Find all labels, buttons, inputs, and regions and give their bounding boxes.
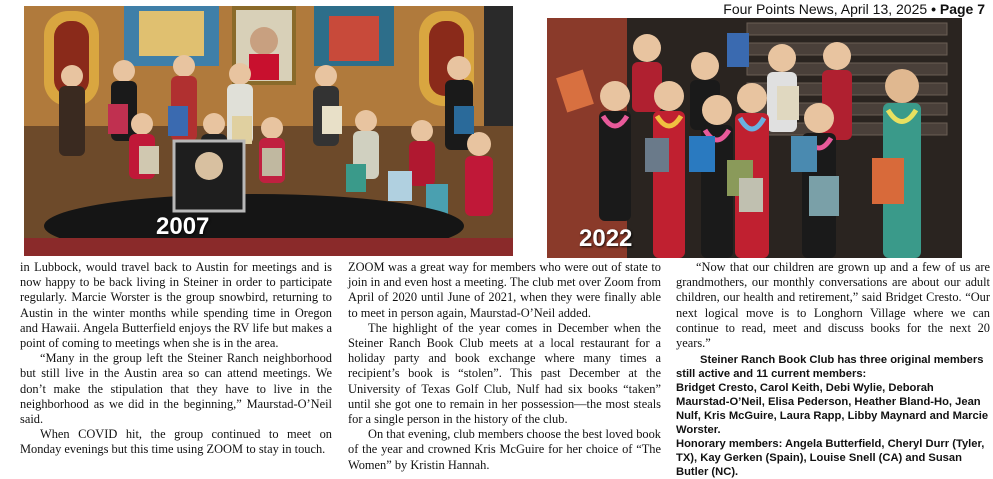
photo-2007 — [24, 6, 513, 256]
col2-paragraph-2: The highlight of the year comes in December when the Steiner Ranch Book Club meets at a local restaurant for a holiday party and book exchange where many times a recipient’s book is “stolen”. This past December at the University of Texas Golf Club, Nulf had six books “taken” until she got one to remain in her possession—the most steals for a single person in the history of the club. — [348, 320, 661, 427]
page-header — [723, 0, 985, 18]
col2-paragraph-3: On that evening, club members choose the best loved book of the year and crowned Kris McGuire for her choice of “The Women” by Kristin Hannah. — [348, 427, 661, 472]
member-list-heading: Steiner Ranch Book Club has three original members still active and 11 current members: — [676, 354, 984, 381]
col3-paragraph-1: “Now that our children are grown up and a few of us are grandmothers, our monthly conversations are about our adult children, our health and retirement,” said Bridget Cresto. “Our next logical move is to Longhorn Village where we can continue to read, meet and discuss books for the next 20 years.” — [676, 260, 990, 351]
publication-date: Four Points News, April 13, 2025 — [723, 1, 928, 17]
member-list-box — [676, 353, 990, 479]
col1-paragraph-2: “Many in the group left the Steiner Ranch neighborhood but still live in the Austin area so can attend meetings. We don’t make the stipulation that they have to live in the neighborhood as we did in the beginning,” Maurstad-O’Neil said. — [20, 351, 332, 427]
header-bullet: • — [931, 1, 936, 17]
photo-2007-illustration — [24, 6, 513, 256]
article-column-1 — [20, 260, 332, 458]
page-number: Page 7 — [939, 1, 985, 17]
member-list-names: Bridget Cresto, Carol Keith, Debi Wylie, Deborah Maurstad-O’Neil, Elisa Pederson, Heather Bland-Ho, Jean Nulf, Kris McGuire, Laura Rapp, Libby Maynard and Marcie Worster. — [676, 382, 989, 437]
article-column-3 — [676, 260, 990, 479]
photo-2022 — [547, 18, 962, 258]
article-column-2 — [348, 260, 661, 473]
col1-paragraph-1: in Lubbock, would travel back to Austin for meetings and is now happy to be back living in Steiner in order to participate regularly. Marcie Worster is the group snowbird, returning to Austin in the winter months while spending time in Oregon and Hawaii. Angela Butterfield enjoys the RV life but makes a point of coming to meetings when she is in the area. — [20, 260, 332, 351]
col1-paragraph-3: When COVID hit, the group continued to meet on Monday evenings but this time using ZOOM to stay in touch. — [20, 427, 332, 457]
photo-2022-illustration — [547, 18, 962, 258]
photo-2007-year-label: 2007 — [156, 213, 210, 240]
col2-paragraph-1: ZOOM was a great way for members who were out of state to join in and even host a meeting. The club met over Zoom from April of 2020 until June of 2021, when they were finally able to meet in person again, Maurstad-O’Neil added. — [348, 260, 661, 320]
photo-2022-year-label: 2022 — [579, 225, 633, 252]
honorary-members: Honorary members: Angela Butterfield, Cheryl Durr (Tyler, TX), Kay Gerken (Spain), Louise Snell (CA) and Susan Butler (NC). — [676, 438, 985, 479]
